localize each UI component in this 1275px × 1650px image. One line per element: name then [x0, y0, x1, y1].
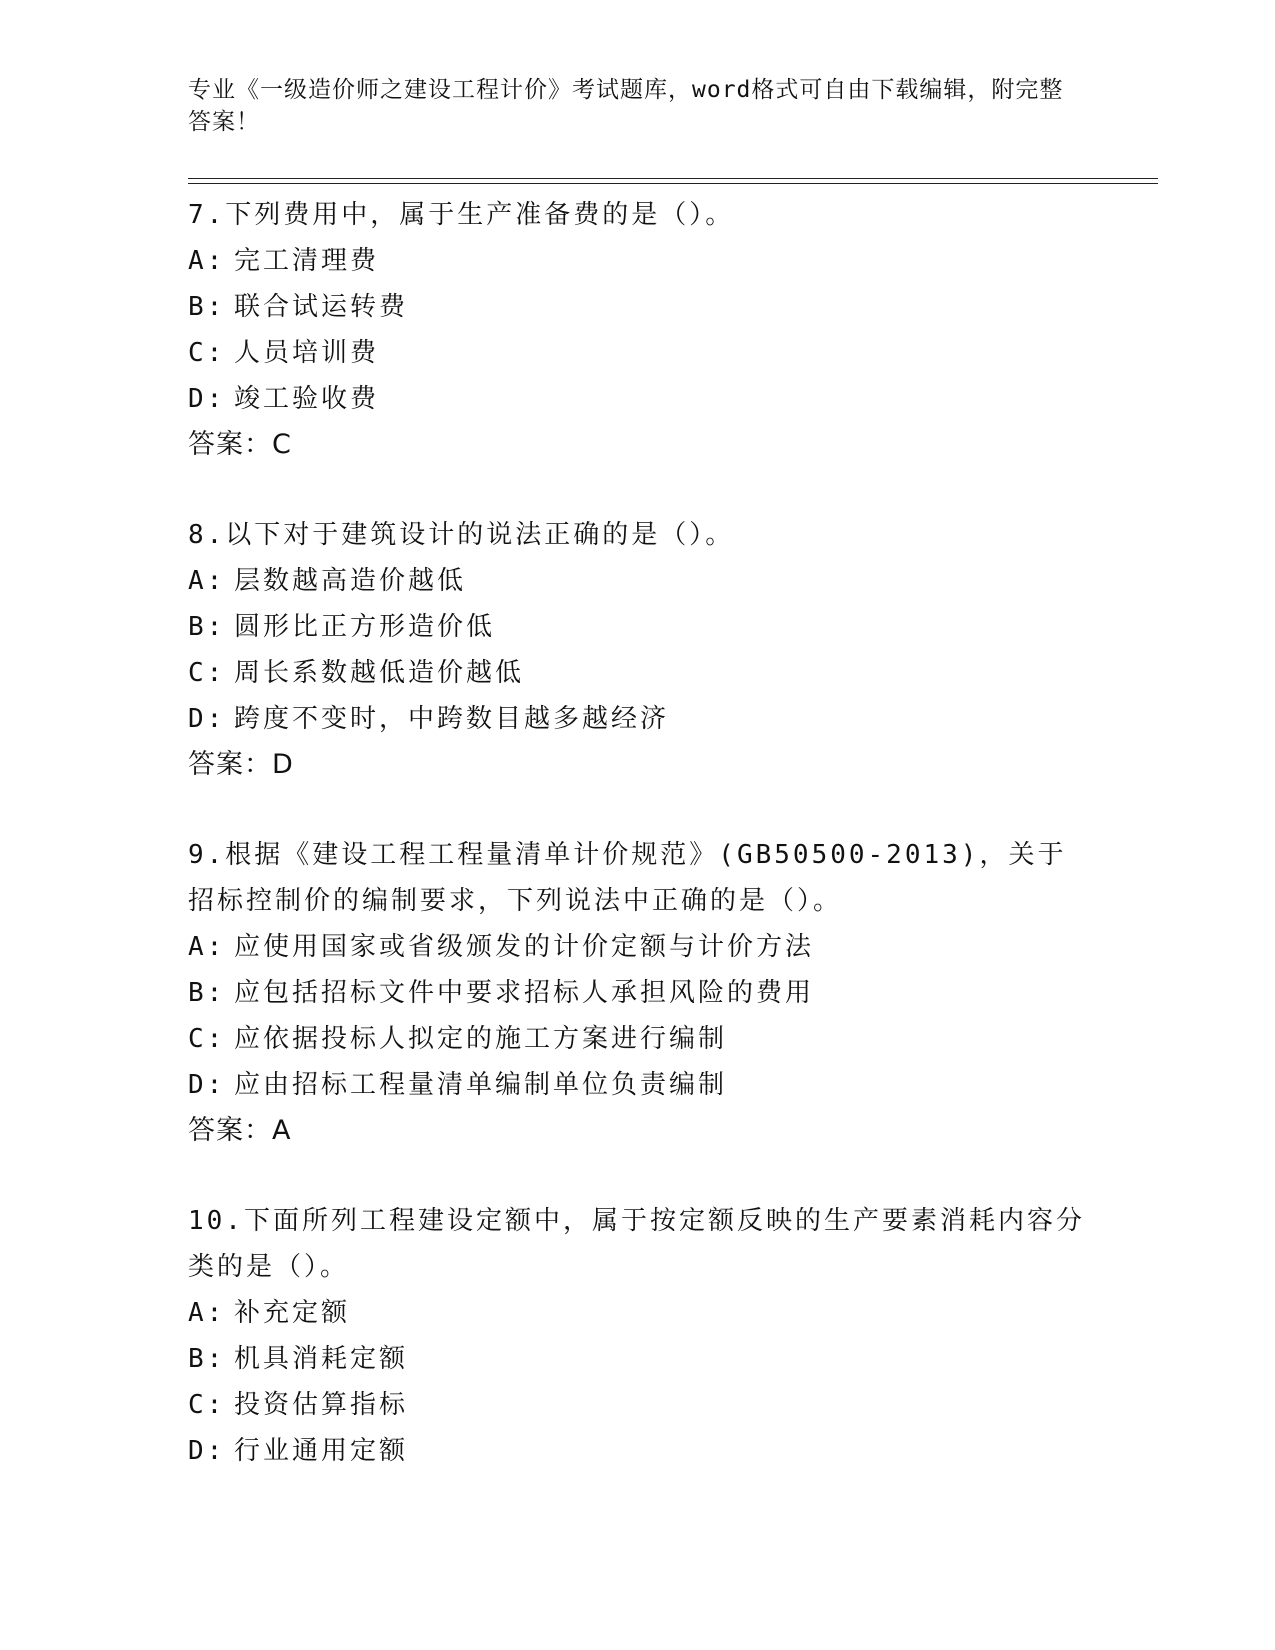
header-divider-bottom: [188, 183, 1158, 184]
option-text: 周长系数越低造价越低: [234, 658, 525, 688]
option-a: [188, 558, 1088, 604]
option-letter: C:: [188, 1390, 226, 1420]
option-letter: B:: [188, 292, 226, 322]
option-d: [188, 376, 1088, 422]
option-text: 应包括招标文件中要求招标人承担风险的费用: [234, 978, 815, 1008]
option-d: [188, 1428, 1088, 1474]
option-letter: A:: [188, 566, 226, 596]
option-letter: C:: [188, 1024, 226, 1054]
question-stem: 10.下面所列工程建设定额中，属于按定额反映的生产要素消耗内容分类的是（）。: [188, 1206, 1085, 1282]
option-a: [188, 238, 1088, 284]
option-c: [188, 650, 1088, 696]
question-9: [188, 832, 1088, 1154]
option-letter: A:: [188, 932, 226, 962]
option-text: 应由招标工程量清单编制单位负责编制: [234, 1070, 728, 1100]
option-a: [188, 924, 1088, 970]
option-b: [188, 604, 1088, 650]
option-a: [188, 1290, 1088, 1336]
answer-line: 答案：C: [188, 429, 292, 460]
option-c: [188, 330, 1088, 376]
option-text: 圆形比正方形造价低: [234, 612, 496, 642]
option-b: [188, 1336, 1088, 1382]
option-letter: B:: [188, 1344, 226, 1374]
option-text: 行业通用定额: [234, 1436, 409, 1466]
option-letter: D:: [188, 384, 226, 414]
option-d: [188, 1062, 1088, 1108]
option-d: [188, 696, 1088, 742]
option-text: 补充定额: [234, 1298, 351, 1328]
option-letter: C:: [188, 338, 226, 368]
option-b: [188, 970, 1088, 1016]
option-text: 机具消耗定额: [234, 1344, 409, 1374]
option-text: 跨度不变时，中跨数目越多越经济: [234, 704, 670, 734]
header-divider-top: [188, 178, 1158, 179]
option-text: 层数越高造价越低: [234, 566, 467, 596]
option-c: [188, 1382, 1088, 1428]
question-stem: 7.下列费用中，属于生产准备费的是（）。: [188, 200, 735, 230]
answer-line: 答案：A: [188, 1115, 292, 1146]
option-text: 人员培训费: [234, 338, 380, 368]
question-stem: 9.根据《建设工程工程量清单计价规范》(GB50500-2013)，关于招标控制价的编制要求，下列说法中正确的是（）。: [188, 840, 1067, 916]
option-letter: A:: [188, 1298, 226, 1328]
option-letter: D:: [188, 704, 226, 734]
option-c: [188, 1016, 1088, 1062]
option-letter: A:: [188, 246, 226, 276]
option-text: 竣工验收费: [234, 384, 380, 414]
option-text: 联合试运转费: [234, 292, 409, 322]
option-text: 投资估算指标: [234, 1390, 409, 1420]
option-letter: B:: [188, 978, 226, 1008]
option-letter: D:: [188, 1436, 226, 1466]
option-text: 应依据投标人拟定的施工方案进行编制: [234, 1024, 728, 1054]
option-letter: B:: [188, 612, 226, 642]
option-letter: C:: [188, 658, 226, 688]
question-8: [188, 512, 1088, 788]
question-stem: 8.以下对于建筑设计的说法正确的是（）。: [188, 520, 735, 550]
option-text: 应使用国家或省级颁发的计价定额与计价方法: [234, 932, 815, 962]
answer-line: 答案：D: [188, 749, 294, 780]
option-letter: D:: [188, 1070, 226, 1100]
option-b: [188, 284, 1088, 330]
question-7: [188, 192, 1088, 468]
option-text: 完工清理费: [234, 246, 380, 276]
question-10: [188, 1198, 1088, 1474]
document-header: 专业《一级造价师之建设工程计价》考试题库，word格式可自由下载编辑，附完整答案！: [188, 77, 1064, 135]
